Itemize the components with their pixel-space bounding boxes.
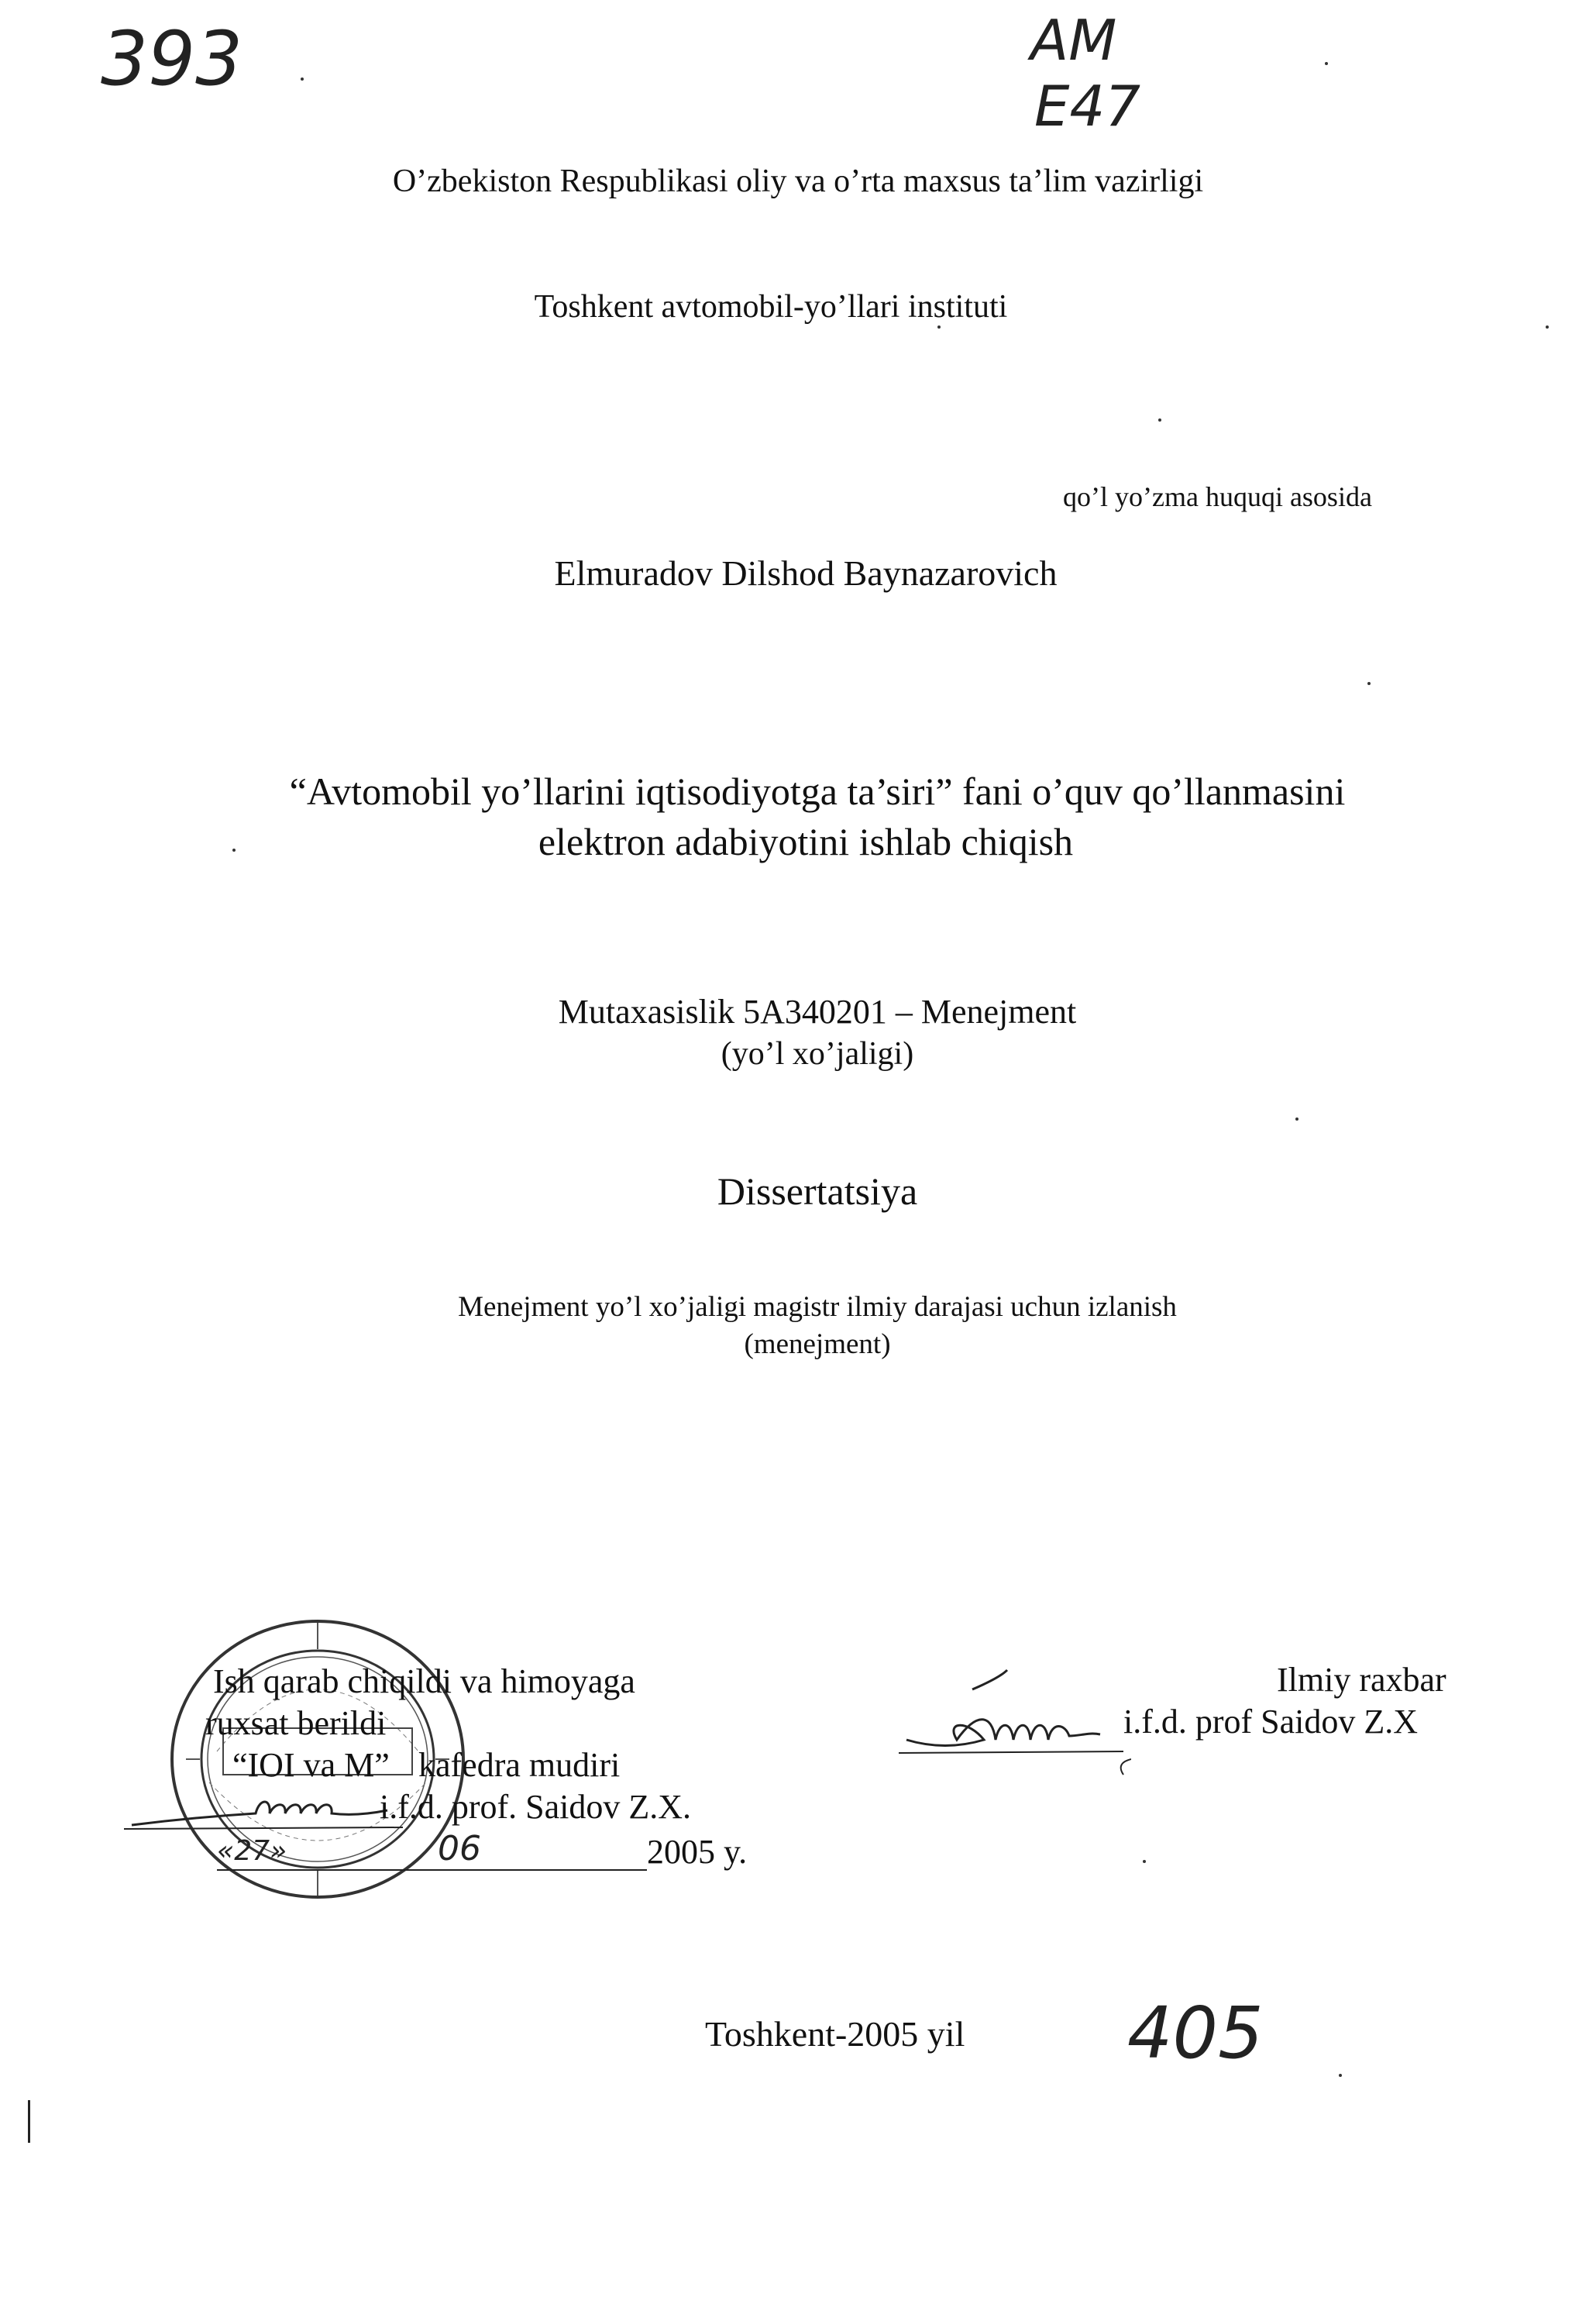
approval-date-underline [217, 1869, 647, 1871]
approval-line2: ruxsat berildi [205, 1704, 387, 1742]
approval-role: kafedra mudiri [418, 1746, 621, 1784]
left-margin-mark [28, 2100, 30, 2143]
supervisor-name: i.f.d. prof Saidov Z.X [1123, 1703, 1419, 1741]
supervisor-label: Ilmiy raxbar [1277, 1661, 1446, 1699]
institute-heading: Toshkent avtomobil-yo’llari instituti [534, 289, 1008, 325]
degree-line2: (menejment) [744, 1328, 891, 1360]
city-year: Toshkent-2005 yil [705, 2014, 965, 2054]
thesis-title-line1: “Avtomobil yo’llarini iqtisodiyotga ta’siri” fani o’quv qo’llanmasini [289, 770, 1346, 813]
approval-head-name: i.f.d. prof. Saidov Z.X. [380, 1788, 692, 1826]
specialty-line2: (yo’l xo’jaligi) [721, 1036, 914, 1072]
degree-line1: Menejment yo’l xo’jaligi magistr ilmiy darajasi uchun izlanish [458, 1291, 1177, 1323]
approval-date-month: 06 [438, 1829, 481, 1868]
archive-number: 393 [101, 15, 243, 102]
catalog-code-line1: AM [1030, 8, 1117, 73]
page-count-handwritten: 405 [1127, 1992, 1264, 2075]
scan-speck [1143, 1860, 1146, 1863]
approval-date-day: «27» [217, 1835, 287, 1867]
author-name: Elmuradov Dilshod Baynazarovich [554, 553, 1058, 593]
scan-speck [1158, 418, 1161, 422]
document-type: Dissertatsiya [717, 1169, 918, 1213]
ministry-heading: O’zbekiston Respublikasi oliy va o’rta maxsus ta’lim vazirligi [392, 164, 1204, 199]
scan-speck [1339, 2074, 1342, 2077]
thesis-title-line2: elektron adabiyotini ishlab chiqish [538, 820, 1074, 863]
specialty-line1: Mutaxasislik 5A340201 – Menejment [558, 993, 1077, 1031]
scan-speck [1325, 62, 1328, 65]
scan-speck [1367, 682, 1371, 685]
rights-note: qo’l yo’zma huquqi asosida [1063, 481, 1372, 512]
scan-speck [937, 325, 941, 329]
approval-date-year: 2005 y. [647, 1833, 748, 1871]
approval-line1: Ish qarab chiqildi va himoyaga [213, 1662, 635, 1700]
scan-speck [232, 849, 236, 852]
approval-department: “IOI va M” [232, 1746, 390, 1784]
scan-speck [1295, 1118, 1298, 1121]
scan-speck [301, 77, 304, 81]
supervisor-signature [899, 1666, 1131, 1782]
scan-speck [1546, 325, 1549, 329]
catalog-code-line2: E47 [1034, 74, 1141, 139]
